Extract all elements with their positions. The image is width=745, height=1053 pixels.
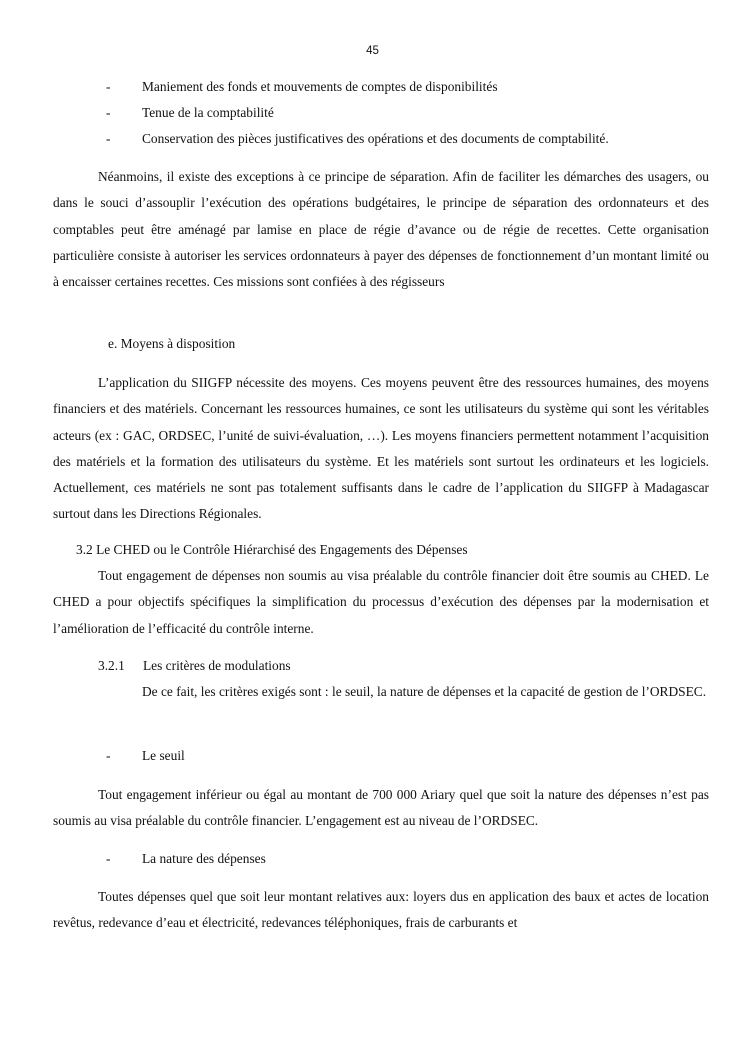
list-item xyxy=(0,104,745,122)
bullet-dash: - xyxy=(106,79,111,94)
list-item xyxy=(0,78,745,96)
bullet-dash: - xyxy=(106,748,111,763)
paragraph-seuil: Tout engagement inférieur ou égal au montant de 700 000 Ariary quel que soit la nature des dépenses n’est pas soumis au visa préalable du contrôle financier. L’engagement est au niveau de l’ORDSEC. xyxy=(53,787,709,829)
list-item xyxy=(0,850,745,868)
list-item-text: Conservation des pièces justificatives des opérations et des documents de comptabilité. xyxy=(142,131,609,146)
list-item xyxy=(0,747,745,765)
list-item-text: Maniement des fonds et mouvements de comptes de disponibilités xyxy=(142,79,498,94)
subsection-number: 3.2.1 xyxy=(98,658,125,673)
list-item-text: La nature des dépenses xyxy=(142,851,266,866)
paragraph-exceptions: Néanmoins, il existe des exceptions à ce principe de séparation. Afin de faciliter les démarches des usagers, ou dans le souci d’assouplir l’exécution des opérations budgétaires, le principe de séparation des ordonnateurs et des comptables peut être aménagé par lamise en place de régie d’avance ou de régie de recettes. Cette organisation particulière consiste à autoriser les services ordonnateurs à payer des dépenses de fonctionnement d’un montant limité ou à encaisser certaines recettes. Ces missions sont confiées à des régisseurs xyxy=(53,169,709,290)
paragraph-ched: Tout engagement de dépenses non soumis au visa préalable du contrôle financier doit être soumis au CHED. Le CHED a pour objectifs spécifiques la simplification du processus d’exécution des dépenses par la modernisation et l’amélioration de l’efficacité du contrôle interne. xyxy=(53,568,709,636)
list-item-text: Le seuil xyxy=(142,748,185,763)
list-item-text: Tenue de la comptabilité xyxy=(142,105,274,120)
list-item xyxy=(0,130,745,148)
paragraph-moyens: L’application du SIIGFP nécessite des moyens. Ces moyens peuvent être des ressources humaines, des moyens financiers et des matériels. Concernant les ressources humaines, ce sont les utilisateurs du système qui sont les véritables acteurs (ex : GAC, ORDSEC, l’unité de suivi-évaluation, …). Les moyens financiers permettent notamment l’acquisition des matériels et la formation des utilisateurs du système. Et les matériels sont surtout les ordinateurs et les logiciels. Actuellement, ces matériels ne sont pas totalement suffisants dans le cadre de l’application du SIIGFP à Madagascar surtout dans les Directions Régionales. xyxy=(53,375,709,522)
paragraph-nature: Toutes dépenses quel que soit leur montant relatives aux: loyers dus en application des baux et actes de location revêtus, redevance d’eau et électricité, redevances téléphoniques, frais de carburants et xyxy=(53,889,709,931)
section-heading-3-2: 3.2 Le CHED ou le Contrôle Hiérarchisé des Engagements des Dépenses xyxy=(76,542,468,557)
page-number: 45 xyxy=(366,45,379,57)
bullet-dash: - xyxy=(106,105,111,120)
bullet-dash: - xyxy=(106,851,111,866)
bullet-dash: - xyxy=(106,131,111,146)
subsection-title: Les critères de modulations xyxy=(143,658,291,673)
section-heading-e: e. Moyens à disposition xyxy=(108,336,236,351)
paragraph-criteres: De ce fait, les critères exigés sont : le seuil, la nature de dépenses et la capacité de gestion de l’ORDSEC. xyxy=(142,684,707,699)
